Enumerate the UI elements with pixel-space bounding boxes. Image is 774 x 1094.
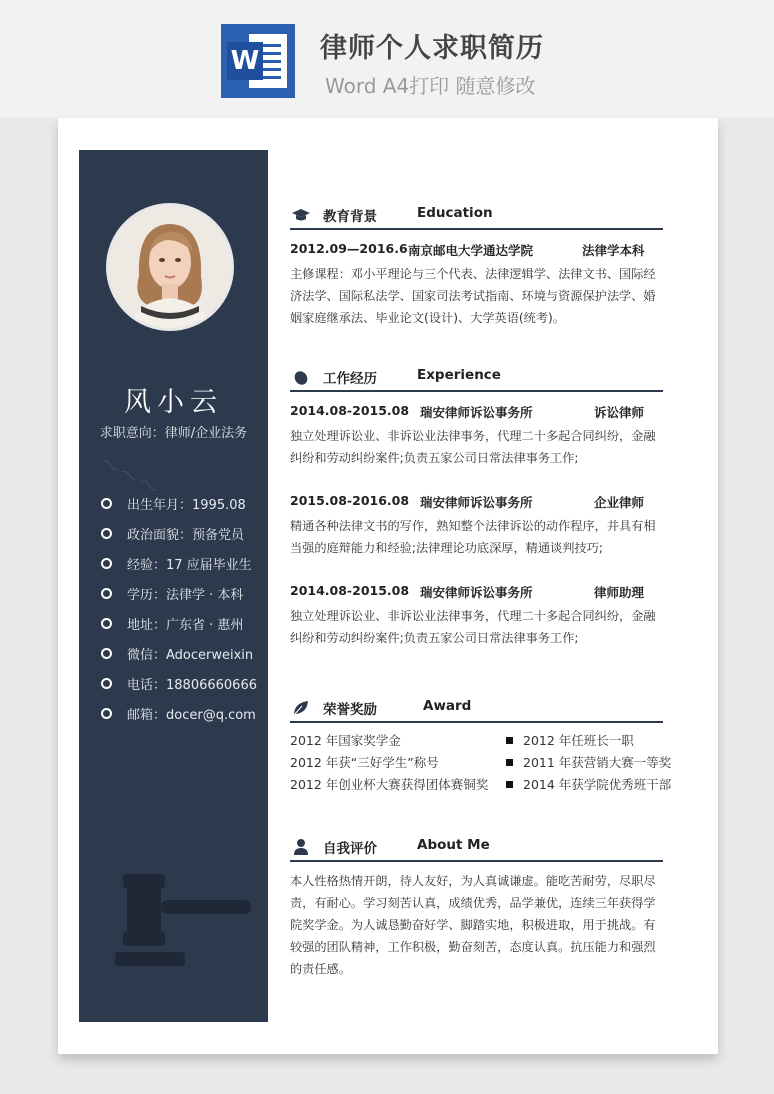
- circle-bullet-icon: [101, 708, 112, 719]
- about-text: 本人性格热情开朗，待人友好，为人真诚谦虚。能吃苦耐劳，尽职尽责，有耐心。学习刻苦认真，成绩优秀，品学兼优，连续三年获得学院奖学金。为人诚恳勤奋好学、脚踏实地，积极进取，用于挑战。有较强的团队精神，工作积极，勤奋刻苦，态度认真。抗压能力和强烈的责任感。: [290, 874, 656, 976]
- education-section: [290, 202, 663, 329]
- info-politics: 政治面貌：预备党员: [101, 518, 257, 548]
- about-title-cn: 自我评价: [323, 841, 377, 857]
- info-education: 学历：法律学 · 本科: [101, 578, 257, 608]
- circle-bullet-icon: [101, 678, 112, 689]
- info-phone: 电话：18806660666: [101, 668, 257, 698]
- square-bullet-icon: [506, 759, 513, 766]
- experience-role: 律师助理: [594, 585, 645, 600]
- mouse-icon: [292, 369, 310, 385]
- person-icon: [292, 839, 310, 855]
- resume-page: [58, 118, 718, 1054]
- experience-desc: 独立处理诉讼业、非诉讼业法律事务，代理二十多起合同纠纷，金融纠纷和劳动纠纷案件;负责五家公司日常法律事务工作;: [290, 429, 656, 465]
- info-address: 地址：广东省 · 惠州: [101, 608, 257, 638]
- info-email: 邮箱：docer@q.com: [101, 698, 257, 728]
- experience-period: 2014.08-2015.08: [290, 583, 410, 598]
- education-title-en: Education: [417, 205, 493, 221]
- leaf-icon: [292, 700, 310, 716]
- education-row: [290, 239, 663, 259]
- experience-desc: 精通各种法律文书的写作，熟知整个法律诉讼的动作程序，并具有相当强的庭辩能力和经验;法律理论功底深厚，精通谈判技巧;: [290, 519, 656, 555]
- experience-title-en: Experience: [417, 367, 501, 383]
- education-major: 法律学本科: [582, 243, 645, 258]
- experience-company: 瑞安律师诉讼事务所: [420, 585, 533, 600]
- experience-item: [290, 401, 663, 469]
- info-birth: 出生年月：1995.08: [101, 488, 257, 518]
- circle-bullet-icon: [101, 498, 112, 509]
- experience-role: 诉讼律师: [594, 405, 645, 420]
- experience-item: [290, 581, 663, 649]
- graduation-cap-icon: [292, 207, 310, 223]
- award-item: 2014 年获学院优秀班干部: [506, 775, 671, 793]
- awards-list: [290, 727, 672, 797]
- circle-bullet-icon: [101, 558, 112, 569]
- word-logo-icon: [221, 24, 295, 98]
- info-experience: 经验：17 应届毕业生: [101, 548, 257, 578]
- top-banner: [0, 0, 774, 118]
- job-intent: 求职意向：律师/企业法务: [99, 426, 248, 441]
- experience-company: 瑞安律师诉讼事务所: [420, 495, 533, 510]
- awards-section: [290, 695, 672, 797]
- awards-header: [290, 695, 663, 723]
- sidebar: [79, 150, 268, 1022]
- award-item: 2011 年获营销大赛一等奖: [506, 753, 671, 771]
- education-period: 2012.09—2016.6: [290, 241, 408, 256]
- award-item: 2012 年国家奖学金: [290, 733, 401, 748]
- awards-title-cn: 荣誉奖励: [323, 702, 377, 718]
- portrait-graphic: [109, 206, 231, 328]
- experience-role: 企业律师: [594, 495, 645, 510]
- experience-title-cn: 工作经历: [323, 371, 377, 387]
- watermark-graphic: ～～～: [94, 450, 165, 504]
- profile-photo: [106, 203, 234, 331]
- experience-section: [290, 364, 663, 649]
- award-item: 2012 年获“三好学生”称号: [290, 755, 439, 770]
- experience-company: 瑞安律师诉讼事务所: [420, 405, 533, 420]
- banner-title: 律师个人求职简历: [320, 33, 544, 64]
- word-logo-letter: W: [227, 42, 263, 80]
- awards-title-en: Award: [423, 698, 472, 714]
- experience-period: 2014.08-2015.08: [290, 403, 410, 418]
- award-item: 2012 年创业杯大赛获得团体赛铜奖: [290, 777, 489, 792]
- personal-info-list: [101, 488, 257, 728]
- education-school: 南京邮电大学通达学院: [408, 243, 534, 258]
- experience-period: 2015.08-2016.08: [290, 493, 410, 508]
- education-courses: 主修课程：邓小平理论与三个代表、法律逻辑学、法律文书、国际经济法学、国际私法学、国家司法考试指南、环境与资源保护法学、婚姻家庭继承法、毕业论文(设计)、大学英语(统考)。: [290, 267, 656, 325]
- circle-bullet-icon: [101, 618, 112, 629]
- award-item: 2012 年任班长一职: [506, 731, 634, 749]
- experience-item: [290, 491, 663, 559]
- banner-subtitle: Word A4打印 随意修改: [325, 74, 536, 98]
- gavel-icon: [115, 870, 255, 970]
- circle-bullet-icon: [101, 528, 112, 539]
- about-title-en: About Me: [417, 837, 490, 853]
- experience-desc: 独立处理诉讼业、非诉讼业法律事务，代理二十多起合同纠纷，金融纠纷和劳动纠纷案件;负责五家公司日常法律事务工作;: [290, 609, 656, 645]
- about-header: [290, 834, 663, 862]
- circle-bullet-icon: [101, 648, 112, 659]
- circle-bullet-icon: [101, 588, 112, 599]
- square-bullet-icon: [506, 781, 513, 788]
- square-bullet-icon: [506, 737, 513, 744]
- about-section: [290, 834, 663, 980]
- info-wechat: 微信：Adocerweixin: [101, 638, 257, 668]
- experience-header: [290, 364, 663, 392]
- education-title-cn: 教育背景: [323, 209, 377, 225]
- education-header: [290, 202, 663, 230]
- candidate-name: 风小云: [124, 387, 223, 418]
